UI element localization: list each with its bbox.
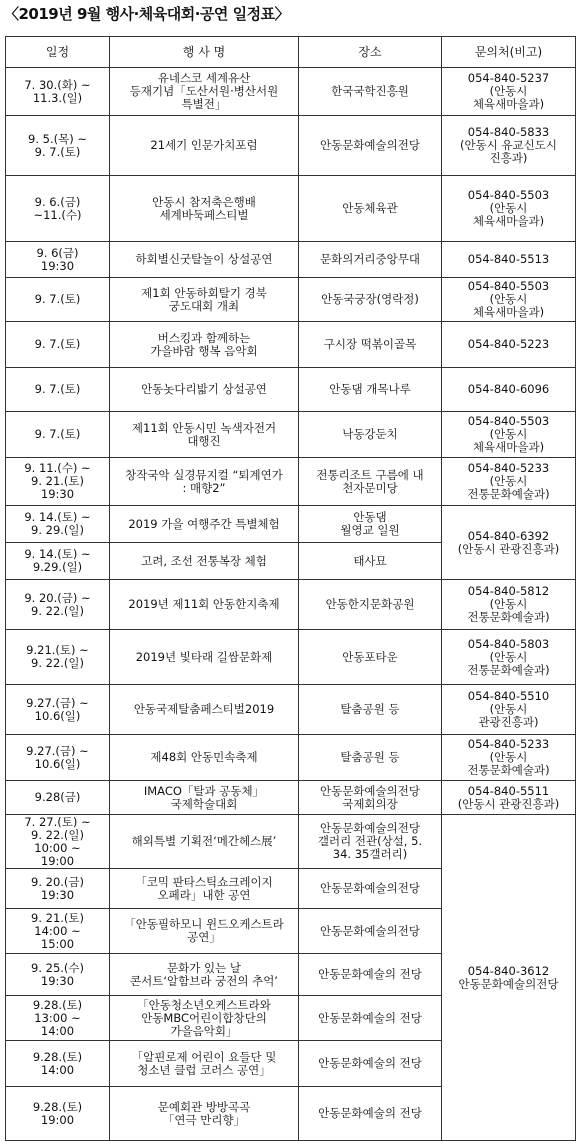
- table-row: [6, 68, 576, 116]
- date-cell: 9. 7.(토): [6, 412, 110, 458]
- contact-cell: 054-840-5812 (안동시 전통문화예술과): [442, 580, 576, 630]
- event-name-cell: 제1회 안동하회탈기 경북 궁도대회 개최: [110, 278, 299, 322]
- contact-cell: 054-840-5503 (안동시 체육새마을과): [442, 412, 576, 458]
- date-cell: 9.27.(금) ~ 10.6(일): [6, 685, 110, 735]
- contact-cell: 054-840-5503 (안동시 체육새마을과): [442, 278, 576, 322]
- contact-cell: 054-840-6392 (안동시 관광진흥과): [442, 506, 576, 580]
- place-cell: 안동국궁장(영락정): [299, 278, 442, 322]
- place-cell: 안동문화예술의 전당: [299, 996, 442, 1041]
- contact-cell: 054-840-5511 (안동시 관광진흥과): [442, 781, 576, 815]
- place-cell: 문화의거리중앙무대: [299, 242, 442, 278]
- date-cell: 9.27.(금) ~ 10.6(일): [6, 735, 110, 781]
- schedule-table: [5, 36, 576, 1141]
- table-row: [6, 735, 576, 781]
- place-cell: 안동문화예술의 전당: [299, 1087, 442, 1141]
- table-header-row: [6, 37, 576, 68]
- event-name-cell: 제48회 안동민속축제: [110, 735, 299, 781]
- date-cell: 9. 20.(금) 19:30: [6, 869, 110, 909]
- table-row: [6, 116, 576, 176]
- date-cell: 7. 27.(토) ~ 9. 22.(일) 10:00 ~ 19:00: [6, 815, 110, 869]
- date-cell: 9.28.(토) 13:00 ~ 14:00: [6, 996, 110, 1041]
- date-cell: 9. 7.(토): [6, 278, 110, 322]
- date-cell: 9. 20.(금) ~ 9. 22.(일): [6, 580, 110, 630]
- date-cell: 9. 6(금) 19:30: [6, 242, 110, 278]
- place-cell: 안동문화예술의 전당: [299, 954, 442, 996]
- contact-cell: 054-840-5233 (안동시 전통문화예술과): [442, 458, 576, 506]
- event-name-cell: 창작국악 실경뮤지컬 “퇴계연가 : 매향2”: [110, 458, 299, 506]
- table-row: [6, 278, 576, 322]
- date-cell: 9.28.(토) 14:00: [6, 1041, 110, 1087]
- place-cell: 구시장 떡볶이골목: [299, 322, 442, 368]
- event-name-cell: 고려, 조선 전통복장 체험: [110, 543, 299, 580]
- place-cell: 안동댐 월영교 일원: [299, 506, 442, 543]
- table-row: [6, 630, 576, 685]
- event-name-cell: 「알핀로제 어린이 요들단 및 청소년 클럽 코러스 공연」: [110, 1041, 299, 1087]
- place-cell: 안동문화예술의전당 국제회의장: [299, 781, 442, 815]
- date-cell: 9.28.(토) 19:00: [6, 1087, 110, 1141]
- event-name-cell: 안동놋다리밟기 상설공연: [110, 368, 299, 412]
- date-cell: 9.21.(토) ~ 9. 22.(일): [6, 630, 110, 685]
- place-cell: 안동문화예술의전당: [299, 909, 442, 954]
- table-row: [6, 412, 576, 458]
- date-cell: 9. 7.(토): [6, 322, 110, 368]
- page-title: 〈2019년 9월 행사·체육대회·공연 일정표〉: [4, 5, 290, 23]
- header-date: 일정: [6, 37, 110, 68]
- place-cell: 태사묘: [299, 543, 442, 580]
- date-cell: 7. 30.(화) ~ 11.3.(일): [6, 68, 110, 116]
- event-name-cell: 하회별신굿탈놀이 상설공연: [110, 242, 299, 278]
- table-row: [6, 580, 576, 630]
- table-row: [6, 781, 576, 815]
- date-cell: 9. 14.(토) ~ 9.29.(일): [6, 543, 110, 580]
- place-cell: 탈춤공원 등: [299, 735, 442, 781]
- event-name-cell: 해외특별 기획전‘메간헤스展’: [110, 815, 299, 869]
- place-cell: 한국국학진흥원: [299, 68, 442, 116]
- contact-cell: 054-840-5503 (안동시 체육새마을과): [442, 176, 576, 242]
- contact-cell: 054-840-6096: [442, 368, 576, 412]
- event-name-cell: 21세기 인문가치포럼: [110, 116, 299, 176]
- contact-cell: 054-840-5803 (안동시 전통문화예술과): [442, 630, 576, 685]
- table-row: [6, 815, 576, 869]
- event-name-cell: 「안동청소년오케스트라와 안동MBC어린이합창단의 가을음악회」: [110, 996, 299, 1041]
- place-cell: 안동문화예술의 전당: [299, 1041, 442, 1087]
- contact-cell: 054-840-5510 (안동시 관광진흥과): [442, 685, 576, 735]
- table-row: [6, 242, 576, 278]
- place-cell: 안동댐 개목나루: [299, 368, 442, 412]
- event-name-cell: 문화가 있는 날 콘서트‘알함브라 궁전의 추억’: [110, 954, 299, 996]
- event-name-cell: 2019 가을 여행주간 특별체험: [110, 506, 299, 543]
- event-name-cell: 2019년 제11회 안동한지축제: [110, 580, 299, 630]
- place-cell: 안동문화예술의전당 갤러리 전관(상설, 5. 34. 35갤러리): [299, 815, 442, 869]
- contact-cell: 054-840-3612 안동문화예술의전당: [442, 815, 576, 1141]
- place-cell: 낙동강둔치: [299, 412, 442, 458]
- table-row: [6, 322, 576, 368]
- event-name-cell: 2019년 빛타래 길쌈문화제: [110, 630, 299, 685]
- place-cell: 안동한지문화공원: [299, 580, 442, 630]
- date-cell: 9.28(금): [6, 781, 110, 815]
- table-row: [6, 506, 576, 543]
- place-cell: 안동문화예술의전당: [299, 869, 442, 909]
- date-cell: 9. 21.(토) 14:00 ~ 15:00: [6, 909, 110, 954]
- date-cell: 9. 25.(수) 19:30: [6, 954, 110, 996]
- date-cell: 9. 6.(금) ~11.(수): [6, 176, 110, 242]
- place-cell: 안동포타운: [299, 630, 442, 685]
- place-cell: 전통리조트 구름에 내 천자문미당: [299, 458, 442, 506]
- table-row: [6, 685, 576, 735]
- event-name-cell: 유네스코 세계유산 등재기념「도산서원·병산서원 특별전」: [110, 68, 299, 116]
- table-row: [6, 368, 576, 412]
- place-cell: 안동체육관: [299, 176, 442, 242]
- event-name-cell: 안동시 참저축은행배 세계바둑페스티벌: [110, 176, 299, 242]
- place-cell: 안동문화예술의전당: [299, 116, 442, 176]
- event-name-cell: 「코믹 판타스틱쇼크레이지 오페라」내한 공연: [110, 869, 299, 909]
- date-cell: 9. 14.(토) ~ 9. 29.(일): [6, 506, 110, 543]
- contact-cell: 054-840-5223: [442, 322, 576, 368]
- event-name-cell: IMACO「탈과 공동체」 국제학술대회: [110, 781, 299, 815]
- date-cell: 9. 7.(토): [6, 368, 110, 412]
- contact-cell: 054-840-5233 (안동시 전통문화예술과): [442, 735, 576, 781]
- event-name-cell: 버스킹과 함께하는 가을바람 행복 음악회: [110, 322, 299, 368]
- event-name-cell: 문예회관 방방곡곡 「연극 만리향」: [110, 1087, 299, 1141]
- table-row: [6, 458, 576, 506]
- contact-cell: 054-840-5833 (안동시 유교신도시 진흥과): [442, 116, 576, 176]
- contact-cell: 054-840-5237 (안동시 체육새마을과): [442, 68, 576, 116]
- event-name-cell: 「안동필하모니 윈드오케스트라 공연」: [110, 909, 299, 954]
- header-event-name: 행 사 명: [110, 37, 299, 68]
- event-name-cell: 제11회 안동시민 녹색자전거 대행진: [110, 412, 299, 458]
- date-cell: 9. 11.(수) ~ 9. 21.(토) 19:30: [6, 458, 110, 506]
- table-body: [6, 68, 576, 1141]
- contact-cell: 054-840-5513: [442, 242, 576, 278]
- table-row: [6, 176, 576, 242]
- header-contact: 문의처(비고): [442, 37, 576, 68]
- event-name-cell: 안동국제탈춤페스티벌2019: [110, 685, 299, 735]
- date-cell: 9. 5.(목) ~ 9. 7.(토): [6, 116, 110, 176]
- header-place: 장소: [299, 37, 442, 68]
- place-cell: 탈춤공원 등: [299, 685, 442, 735]
